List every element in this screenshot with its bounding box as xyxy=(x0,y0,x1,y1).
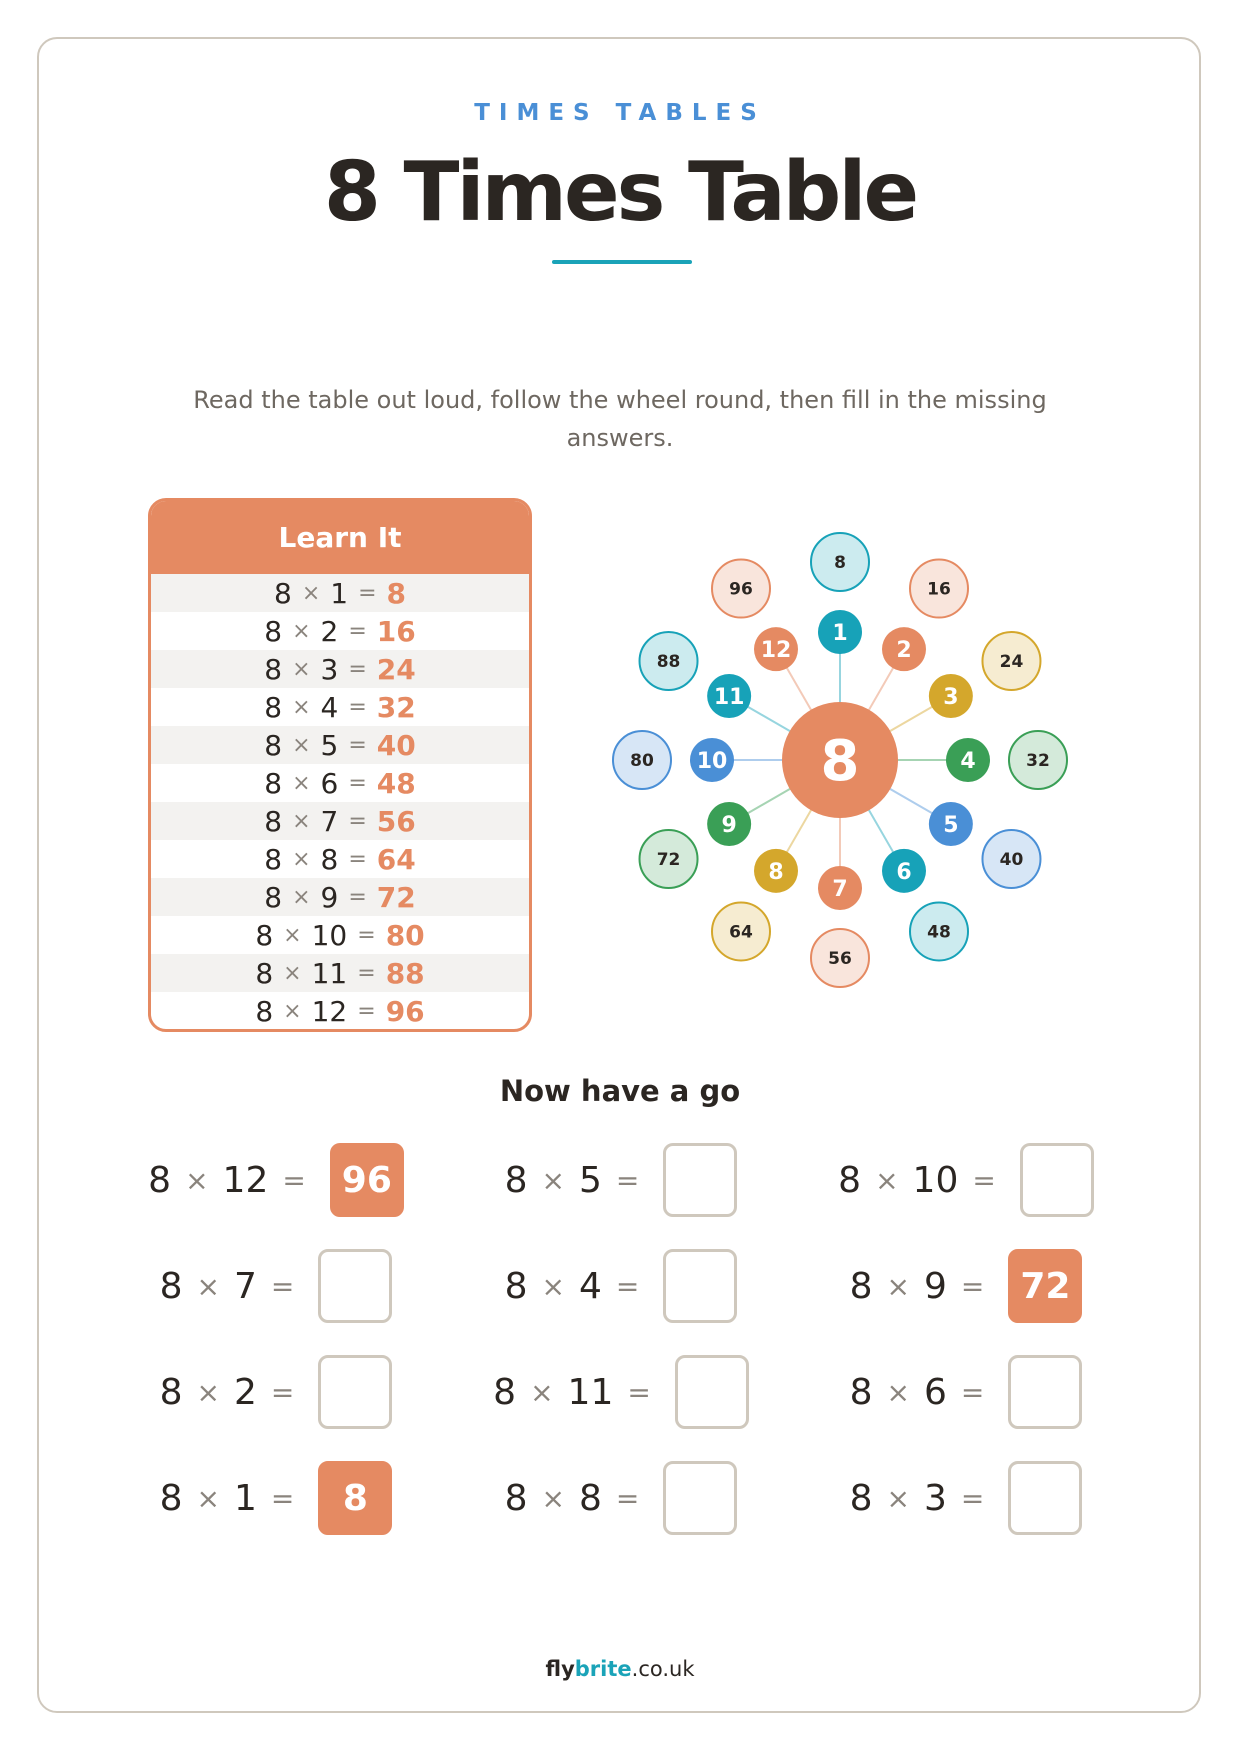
practice-multiplicand: 8 xyxy=(504,1477,528,1519)
learn-row-equals-sign: = xyxy=(348,694,367,720)
learn-row-times-sign: × xyxy=(292,884,311,910)
learn-row-multiplicand: 8 xyxy=(264,766,283,800)
practice-multiplicand: 8 xyxy=(504,1265,528,1307)
practice-times-sign: × xyxy=(875,1163,899,1197)
learn-row-multiplier: 8 xyxy=(320,842,339,876)
learn-row-times-sign: × xyxy=(292,846,311,872)
learn-row-equals-sign: = xyxy=(348,846,367,872)
learn-row-equals-sign: = xyxy=(348,770,367,796)
practice-equation xyxy=(815,1459,1115,1537)
practice-multiplicand: 8 xyxy=(148,1159,172,1201)
wheel-product-label: 72 xyxy=(656,850,681,870)
learn-it-heading: Learn It xyxy=(151,501,529,574)
learn-row-answer: 72 xyxy=(376,880,416,914)
learn-row-answer: 96 xyxy=(385,994,425,1028)
learn-row-times-sign: × xyxy=(283,922,302,948)
wheel-product-label: 88 xyxy=(656,652,681,672)
practice-equation xyxy=(815,1141,1115,1219)
practice-equation xyxy=(125,1353,425,1431)
learn-row-multiplicand: 8 xyxy=(255,918,274,952)
learn-row-times-sign: × xyxy=(292,808,311,834)
learn-row-answer: 56 xyxy=(376,804,416,838)
learn-row-answer: 8 xyxy=(386,576,406,610)
learn-row-times-sign: × xyxy=(283,998,302,1024)
practice-multiplier: 7 xyxy=(234,1265,257,1307)
answer-box-empty[interactable] xyxy=(663,1461,737,1535)
wheel-multiplier-label: 5 xyxy=(943,813,959,838)
wheel-multiplier-label: 12 xyxy=(760,638,792,664)
practice-multiplier: 3 xyxy=(924,1477,947,1519)
practice-times-sign: × xyxy=(541,1481,565,1515)
learn-row-multiplier: 6 xyxy=(320,766,339,800)
wheel-product-label: 40 xyxy=(999,850,1024,870)
brand-fly: fly xyxy=(545,1657,575,1681)
practice-equation xyxy=(470,1141,770,1219)
learn-row xyxy=(151,574,529,612)
practice-multiplier: 9 xyxy=(924,1265,947,1307)
practice-multiplicand: 8 xyxy=(849,1477,873,1519)
wheel-multiplier-label: 10 xyxy=(696,749,728,774)
practice-times-sign: × xyxy=(886,1481,910,1515)
learn-row-answer: 80 xyxy=(385,918,425,952)
practice-times-sign: × xyxy=(196,1269,220,1303)
page-title: 8 Times Table xyxy=(323,145,917,240)
learn-row-equals-sign: = xyxy=(348,656,367,682)
learn-row-multiplier: 1 xyxy=(330,576,349,610)
practice-equation xyxy=(125,1141,425,1219)
learn-row-multiplier: 3 xyxy=(320,652,339,686)
practice-times-sign: × xyxy=(530,1375,554,1409)
practice-equals-sign: = xyxy=(960,1269,985,1303)
wheel-multiplier-label: 9 xyxy=(721,813,737,838)
learn-row-answer: 24 xyxy=(376,652,416,686)
learn-row-multiplicand: 8 xyxy=(264,690,283,724)
answer-box-filled: 96 xyxy=(330,1143,404,1217)
learn-row-equals-sign: = xyxy=(348,884,367,910)
learn-row xyxy=(151,878,529,916)
learn-it-rows xyxy=(151,574,529,1030)
learn-row-multiplicand: 8 xyxy=(273,576,292,610)
learn-row-multiplicand: 8 xyxy=(255,994,274,1028)
learn-row-multiplier: 12 xyxy=(311,994,348,1028)
learn-row xyxy=(151,650,529,688)
learn-row-multiplicand: 8 xyxy=(264,804,283,838)
practice-equals-sign: = xyxy=(282,1163,306,1197)
learn-row-multiplicand: 8 xyxy=(264,614,283,648)
practice-equals-sign: = xyxy=(615,1269,640,1303)
learn-it-panel xyxy=(148,498,532,1032)
practice-multiplicand: 8 xyxy=(159,1265,183,1307)
learn-row-times-sign: × xyxy=(301,580,321,606)
practice-equation xyxy=(125,1459,425,1537)
learn-row xyxy=(151,764,529,802)
practice-multiplier: 8 xyxy=(579,1477,602,1519)
wheel-product-label: 32 xyxy=(1026,751,1050,771)
learn-row-equals-sign: = xyxy=(348,732,367,758)
learn-row xyxy=(151,612,529,650)
learn-row-multiplier: 10 xyxy=(311,918,348,952)
wheel-product-label: 56 xyxy=(828,949,852,969)
wheel-center-label: 8 xyxy=(820,729,860,794)
answer-box-empty[interactable] xyxy=(675,1355,749,1429)
learn-row-multiplier: 7 xyxy=(320,804,339,838)
practice-multiplier: 1 xyxy=(234,1477,257,1519)
practice-times-sign: × xyxy=(886,1375,910,1409)
practice-multiplicand: 8 xyxy=(159,1477,183,1519)
learn-row-answer: 48 xyxy=(376,766,416,800)
practice-multiplier: 12 xyxy=(222,1159,269,1201)
practice-times-sign: × xyxy=(541,1163,565,1197)
learn-row-times-sign: × xyxy=(292,732,311,758)
practice-multiplier: 11 xyxy=(567,1371,614,1413)
learn-row-equals-sign: = xyxy=(348,808,367,834)
practice-equation xyxy=(470,1459,770,1537)
wheel-multiplier-label: 4 xyxy=(960,749,976,774)
learn-row-multiplicand: 8 xyxy=(264,652,283,686)
wheel-multiplier-label: 6 xyxy=(896,859,912,885)
wheel-product-label: 96 xyxy=(729,579,753,600)
answer-box-empty[interactable] xyxy=(1020,1143,1094,1217)
answer-box-empty[interactable] xyxy=(318,1249,392,1323)
learn-row xyxy=(151,840,529,878)
learn-row-multiplier: 2 xyxy=(320,614,339,648)
practice-equals-sign: = xyxy=(960,1481,985,1515)
learn-row-answer: 16 xyxy=(376,614,416,648)
learn-row-multiplier: 4 xyxy=(320,690,339,724)
footer-brand xyxy=(0,1657,1240,1681)
learn-row-times-sign: × xyxy=(283,960,302,986)
practice-multiplier: 10 xyxy=(912,1159,959,1201)
practice-multiplicand: 8 xyxy=(849,1265,873,1307)
learn-row-times-sign: × xyxy=(292,770,311,796)
answer-box-empty[interactable] xyxy=(1008,1461,1082,1535)
practice-equation xyxy=(815,1247,1115,1325)
wheel-product-label: 16 xyxy=(927,579,951,600)
learn-row xyxy=(151,954,529,992)
title-divider xyxy=(552,260,692,264)
practice-multiplicand: 8 xyxy=(493,1371,517,1413)
practice-title: Now have a go xyxy=(499,1074,741,1108)
practice-multiplier: 4 xyxy=(579,1265,602,1307)
practice-multiplicand: 8 xyxy=(838,1159,862,1201)
wheel-multiplier-label: 1 xyxy=(832,621,848,646)
learn-row xyxy=(151,916,529,954)
learn-row xyxy=(151,992,529,1030)
practice-equals-sign: = xyxy=(270,1481,295,1515)
practice-equals-sign: = xyxy=(615,1481,640,1515)
learn-row-answer: 88 xyxy=(385,956,425,990)
learn-row-answer: 64 xyxy=(376,842,416,876)
learn-row-equals-sign: = xyxy=(348,618,367,644)
practice-equals-sign: = xyxy=(270,1269,295,1303)
answer-box-empty[interactable] xyxy=(318,1355,392,1429)
learn-row-multiplier: 5 xyxy=(320,728,339,762)
learn-row-equals-sign: = xyxy=(357,998,376,1024)
practice-equation xyxy=(815,1353,1115,1431)
answer-box-filled: 8 xyxy=(318,1461,392,1535)
practice-multiplier: 5 xyxy=(579,1159,602,1201)
practice-times-sign: × xyxy=(541,1269,565,1303)
learn-row-multiplicand: 8 xyxy=(255,956,274,990)
brand-domain: .co.uk xyxy=(631,1657,695,1681)
brand-brite: brite xyxy=(574,1657,632,1681)
practice-multiplier: 2 xyxy=(234,1371,257,1413)
practice-equals-sign: = xyxy=(270,1375,295,1409)
learn-row-equals-sign: = xyxy=(357,922,376,948)
practice-equation xyxy=(470,1247,770,1325)
wheel-multiplier-label: 2 xyxy=(896,638,912,664)
wheel-multiplier-label: 7 xyxy=(832,877,848,902)
wheel-product-label: 80 xyxy=(630,751,654,771)
learn-row-times-sign: × xyxy=(292,618,311,644)
practice-multiplier: 6 xyxy=(924,1371,947,1413)
learn-row xyxy=(151,726,529,764)
learn-row xyxy=(151,688,529,726)
practice-multiplicand: 8 xyxy=(159,1371,183,1413)
learn-row xyxy=(151,802,529,840)
wheel-multiplier-label: 3 xyxy=(943,685,959,710)
practice-times-sign: × xyxy=(185,1163,209,1197)
practice-times-sign: × xyxy=(886,1269,910,1303)
answer-box-empty[interactable] xyxy=(663,1249,737,1323)
learn-row-answer: 32 xyxy=(376,690,416,724)
practice-times-sign: × xyxy=(196,1481,220,1515)
learn-row-multiplier: 11 xyxy=(311,956,348,990)
learn-row-times-sign: × xyxy=(292,694,311,720)
wheel-product-label: 64 xyxy=(729,922,753,943)
answer-box-empty[interactable] xyxy=(1008,1355,1082,1429)
wheel-multiplier-label: 11 xyxy=(713,685,745,710)
learn-row-times-sign: × xyxy=(292,656,311,682)
practice-equals-sign: = xyxy=(615,1163,640,1197)
learn-row-multiplicand: 8 xyxy=(264,728,283,762)
learn-row-answer: 40 xyxy=(376,728,416,762)
answer-box-empty[interactable] xyxy=(663,1143,737,1217)
learn-row-equals-sign: = xyxy=(357,960,376,986)
practice-multiplicand: 8 xyxy=(849,1371,873,1413)
practice-equals-sign: = xyxy=(960,1375,985,1409)
wheel-product-label: 24 xyxy=(999,652,1024,672)
learn-row-multiplier: 9 xyxy=(320,880,339,914)
practice-multiplicand: 8 xyxy=(504,1159,528,1201)
wheel-product-label: 48 xyxy=(927,922,951,943)
learn-row-equals-sign: = xyxy=(358,580,377,606)
practice-equation xyxy=(125,1247,425,1325)
eyebrow-label: TIMES TABLES xyxy=(474,100,766,126)
practice-equation xyxy=(470,1353,770,1431)
instructions-text: Read the table out loud, follow the wheel round, then fill in the missing answers. xyxy=(193,386,1047,452)
wheel-product-label: 8 xyxy=(834,553,846,573)
times-wheel xyxy=(590,510,1090,1010)
practice-times-sign: × xyxy=(196,1375,220,1409)
answer-box-filled: 72 xyxy=(1008,1249,1082,1323)
wheel-multiplier-label: 8 xyxy=(768,859,784,885)
learn-row-multiplicand: 8 xyxy=(264,880,283,914)
learn-row-multiplicand: 8 xyxy=(264,842,283,876)
practice-equals-sign: = xyxy=(627,1375,651,1409)
practice-equals-sign: = xyxy=(972,1163,996,1197)
